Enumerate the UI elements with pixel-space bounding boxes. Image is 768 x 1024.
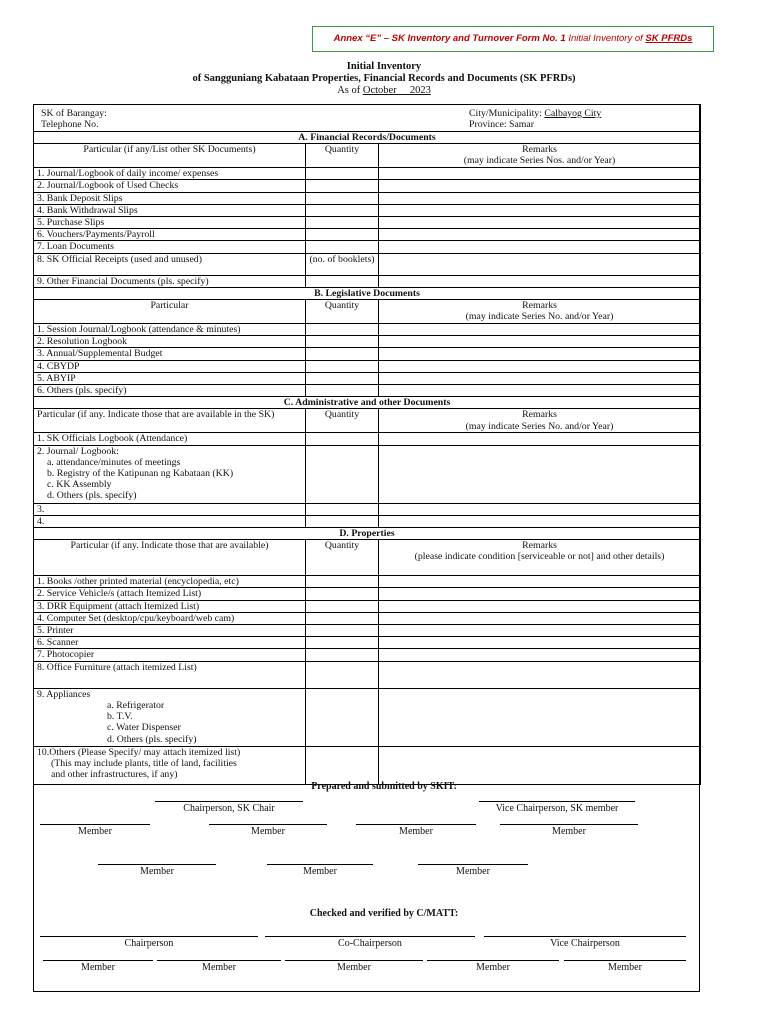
cmatt-member-signature[interactable]: Member — [157, 960, 281, 973]
table-row: 1. Journal/Logbook of daily income/ expenses — [34, 168, 701, 180]
table-row: 3. — [34, 503, 701, 515]
checked-title: Checked and verified by C/MATT: — [309, 908, 459, 919]
cmatt-member-signature[interactable]: Member — [564, 960, 686, 973]
table-row: 1. SK Officials Logbook (Attendance) — [34, 433, 701, 445]
table-row: 4. CBYDP — [34, 360, 701, 372]
section-a-col-particular: Particular (if any/List other SK Documents) — [34, 144, 306, 168]
member-signature[interactable]: Member — [418, 864, 528, 877]
member-signature[interactable]: Member — [209, 824, 327, 837]
annex-middle: Initial Inventory of — [565, 33, 646, 44]
annex-link: SK PFRDs — [645, 33, 693, 44]
section-b-col-remarks: Remarks (may indicate Series No. and/or Year) — [379, 300, 701, 324]
table-row: 10.Others (Please Specify/ may attach itemized list) (This may include plants, title of land, facilities and other infrastructures, if any) — [34, 746, 701, 784]
table-row: 6. Others (pls. specify) — [34, 385, 701, 397]
cmatt-vice-chairperson-signature[interactable]: Vice Chairperson — [484, 936, 686, 949]
annex-header-box — [312, 26, 714, 52]
as-of-month: October — [362, 85, 397, 96]
member-signature[interactable]: Member — [500, 824, 638, 837]
city-field — [469, 108, 601, 119]
inventory-table — [33, 104, 701, 785]
section-a-title: A. Financial Records/Documents — [34, 132, 701, 144]
table-row: 8. Office Furniture (attach itemized List) — [34, 661, 701, 688]
section-b-col-particular: Particular — [34, 300, 306, 324]
telephone-label: Telephone No. — [41, 119, 99, 130]
chairperson-signature[interactable]: Chairperson, SK Chair — [155, 801, 303, 814]
booklets-note[interactable]: (no. of booklets) — [306, 253, 379, 275]
as-of-line — [0, 85, 768, 96]
table-row: 6. Scanner — [34, 637, 701, 649]
section-c-col-remarks: Remarks (may indicate Series No. and/or Year) — [379, 409, 701, 433]
table-row: 9. Other Financial Documents (pls. specify) — [34, 275, 701, 287]
cmatt-chairperson-signature[interactable]: Chairperson — [40, 936, 258, 949]
cmatt-member-signature[interactable]: Member — [427, 960, 559, 973]
as-of-date — [363, 85, 431, 96]
table-row: 8. SK Official Receipts (used and unused) (no. of booklets) — [34, 253, 701, 275]
member-signature[interactable]: Member — [98, 864, 216, 877]
section-d-header — [34, 540, 701, 576]
member-signature[interactable]: Member — [40, 824, 150, 837]
cmatt-member-signature[interactable]: Member — [285, 960, 423, 973]
section-b-header — [34, 300, 701, 324]
cmatt-cochairperson-signature[interactable]: Co-Chairperson — [265, 936, 475, 949]
table-row: 5. Purchase Slips — [34, 217, 701, 229]
section-a-col-remarks: Remarks (may indicate Series Nos. and/or Year) — [379, 144, 701, 168]
form-subtitle: of Sangguniang Kabataan Properties, Financial Records and Documents (SK PFRDs) — [192, 73, 576, 84]
annex-title: Annex “E” – SK Inventory and Turnover Form No. 1 — [333, 33, 566, 44]
table-row: 2. Journal/Logbook of Used Checks — [34, 180, 701, 192]
info-row — [34, 105, 701, 132]
section-d-title: D. Properties — [34, 528, 701, 540]
table-row: 3. DRR Equipment (attach Itemized List) — [34, 600, 701, 612]
section-b-col-quantity: Quantity — [306, 300, 379, 324]
section-a-col-quantity: Quantity — [306, 144, 379, 168]
table-row: 4. Computer Set (desktop/cpu/keyboard/web cam) — [34, 612, 701, 624]
table-row: 7. Loan Documents — [34, 241, 701, 253]
section-c-header — [34, 409, 701, 433]
vice-chairperson-signature[interactable]: Vice Chairperson, SK member — [479, 801, 635, 814]
section-d-col-particular: Particular (if any. Indicate those that are available) — [34, 540, 306, 576]
province-label: Province: Samar — [469, 119, 535, 130]
table-row: 7. Photocopier — [34, 649, 701, 661]
table-row: 4. — [34, 515, 701, 527]
section-a-header — [34, 144, 701, 168]
section-c-title: C. Administrative and other Documents — [34, 397, 701, 409]
table-row: 2. Service Vehicle/s (attach Itemized List) — [34, 588, 701, 600]
barangay-label: SK of Barangay: — [41, 108, 107, 119]
section-c-col-particular: Particular (if any. Indicate those that are available in the SK) — [34, 409, 306, 433]
table-row: 5. ABYIP — [34, 372, 701, 384]
member-signature[interactable]: Member — [356, 824, 476, 837]
table-row: 1. Books /other printed material (encyclopedia, etc) — [34, 576, 701, 588]
table-row: 3. Bank Deposit Slips — [34, 192, 701, 204]
member-signature[interactable]: Member — [267, 864, 373, 877]
city-label: City/Municipality: — [469, 108, 545, 119]
section-b-title: B. Legislative Documents — [34, 287, 701, 299]
table-row: 2. Resolution Logbook — [34, 336, 701, 348]
table-row: 9. Appliances a. Refrigerator b. T.V. c. Water Dispenser d. Others (pls. specify) — [34, 688, 701, 746]
table-row: 6. Vouchers/Payments/Payroll — [34, 229, 701, 241]
table-row: 2. Journal/ Logbook: a. attendance/minutes of meetings b. Registry of the Katipunan ng Kabataan (KK) c. KK Assembly d. Others (pls. specify) — [34, 445, 701, 503]
as-of-label: As of — [337, 85, 363, 96]
table-row: 4. Bank Withdrawal Slips — [34, 204, 701, 216]
section-c-col-quantity: Quantity — [306, 409, 379, 433]
form-title: Initial Inventory — [346, 61, 422, 72]
cmatt-member-signature[interactable]: Member — [43, 960, 153, 973]
table-row: 1. Session Journal/Logbook (attendance & minutes) — [34, 324, 701, 336]
city-value: Calbayog City — [544, 108, 602, 119]
table-row: 3. Annual/Supplemental Budget — [34, 348, 701, 360]
prepared-title: Prepared and submitted by SKIT: — [311, 781, 457, 792]
section-d-col-quantity: Quantity — [306, 540, 379, 576]
as-of-year: 2023 — [409, 85, 431, 96]
table-row: 5. Printer — [34, 625, 701, 637]
section-d-col-remarks: Remarks (please indicate condition [serviceable or not] and other details) — [379, 540, 701, 576]
